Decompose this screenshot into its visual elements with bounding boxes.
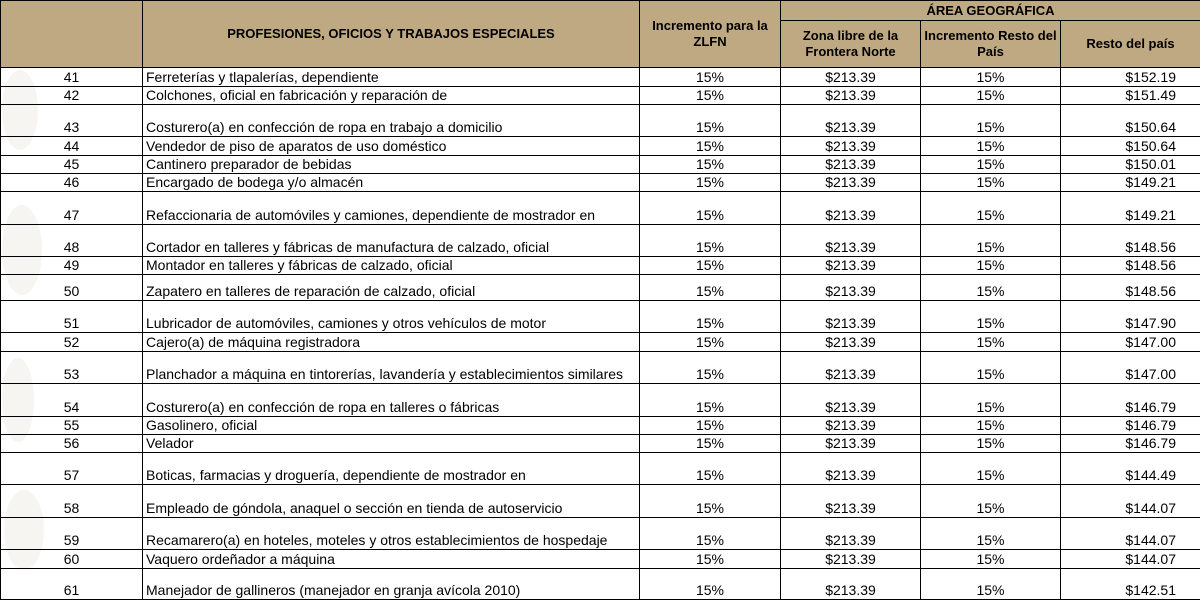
row-resto-pais: $148.56 [1061,225,1200,257]
row-resto-pais: $146.79 [1061,384,1200,417]
row-zona-libre: $213.39 [781,105,921,137]
row-incremento-zlfn: 15% [640,384,781,417]
row-number: 50 [1,275,143,301]
row-description: Empleado de góndola, anaquel o sección en tienda de autoservicio [143,485,640,518]
table-row [1,417,1200,435]
row-incremento-resto: 15% [921,87,1061,105]
row-incremento-resto: 15% [921,225,1061,257]
row-incremento-resto: 15% [921,275,1061,301]
row-incremento-resto: 15% [921,569,1061,600]
row-zona-libre: $213.39 [781,174,921,192]
row-number: 51 [1,301,143,333]
row-incremento-resto: 15% [921,137,1061,156]
row-description: Cantinero preparador de bebidas [143,156,640,174]
row-zona-libre: $213.39 [781,192,921,225]
header-area-geografica: ÁREA GEOGRÁFICA [781,1,1200,21]
table-row [1,453,1200,485]
row-zona-libre: $213.39 [781,384,921,417]
row-number: 52 [1,333,143,352]
row-zona-libre: $213.39 [781,518,921,550]
row-incremento-zlfn: 15% [640,174,781,192]
row-number: 59 [1,518,143,550]
row-resto-pais: $144.07 [1061,485,1200,518]
table-row [1,174,1200,192]
row-resto-pais: $149.21 [1061,174,1200,192]
row-zona-libre: $213.39 [781,569,921,600]
table-row [1,225,1200,257]
row-zona-libre: $213.39 [781,225,921,257]
row-description: Gasolinero, oficial [143,417,640,435]
row-incremento-resto: 15% [921,192,1061,225]
row-number: 47 [1,192,143,225]
table-row [1,156,1200,174]
row-number: 48 [1,225,143,257]
row-number: 44 [1,137,143,156]
row-resto-pais: $149.21 [1061,192,1200,225]
row-number: 56 [1,435,143,453]
row-incremento-zlfn: 15% [640,87,781,105]
row-incremento-resto: 15% [921,485,1061,518]
row-incremento-zlfn: 15% [640,68,781,87]
row-number: 58 [1,485,143,518]
row-zona-libre: $213.39 [781,485,921,518]
row-incremento-resto: 15% [921,68,1061,87]
row-number: 61 [1,569,143,600]
table-row [1,333,1200,352]
row-incremento-zlfn: 15% [640,453,781,485]
row-resto-pais: $150.01 [1061,156,1200,174]
row-incremento-resto: 15% [921,333,1061,352]
row-zona-libre: $213.39 [781,275,921,301]
row-zona-libre: $213.39 [781,333,921,352]
row-zona-libre: $213.39 [781,68,921,87]
row-incremento-zlfn: 15% [640,192,781,225]
row-number: 55 [1,417,143,435]
row-number: 43 [1,105,143,137]
row-description: Boticas, farmacias y droguería, dependiente de mostrador en [143,453,640,485]
table-row [1,384,1200,417]
row-incremento-zlfn: 15% [640,301,781,333]
row-description: Refaccionaria de automóviles y camiones, dependiente de mostrador en [143,192,640,225]
header-corner [1,1,143,68]
table-row [1,105,1200,137]
row-incremento-zlfn: 15% [640,225,781,257]
row-zona-libre: $213.39 [781,87,921,105]
table-row [1,550,1200,569]
header-incremento-zlfn: Incremento para la ZLFN [640,1,781,68]
row-zona-libre: $213.39 [781,352,921,384]
row-resto-pais: $150.64 [1061,105,1200,137]
row-resto-pais: $152.19 [1061,68,1200,87]
row-resto-pais: $147.00 [1061,333,1200,352]
row-incremento-zlfn: 15% [640,137,781,156]
row-description: Montador en talleres y fábricas de calzado, oficial [143,257,640,275]
row-number: 54 [1,384,143,417]
row-resto-pais: $142.51 [1061,569,1200,600]
row-description: Zapatero en talleres de reparación de calzado, oficial [143,275,640,301]
row-resto-pais: $146.79 [1061,417,1200,435]
row-description: Planchador a máquina en tintorerías, lavandería y establecimientos similares [143,352,640,384]
row-incremento-resto: 15% [921,417,1061,435]
row-resto-pais: $144.49 [1061,453,1200,485]
header-resto-pais: Resto del país [1061,21,1200,68]
header-zona-libre: Zona libre de la Frontera Norte [781,21,921,68]
row-incremento-resto: 15% [921,352,1061,384]
row-zona-libre: $213.39 [781,257,921,275]
row-description: Lubricador de automóviles, camiones y otros vehículos de motor [143,301,640,333]
row-incremento-zlfn: 15% [640,333,781,352]
row-description: Costurero(a) en confección de ropa en talleres o fábricas [143,384,640,417]
row-incremento-zlfn: 15% [640,257,781,275]
row-description: Cortador en talleres y fábricas de manufactura de calzado, oficial [143,225,640,257]
table-row [1,275,1200,301]
table-row [1,137,1200,156]
row-incremento-zlfn: 15% [640,105,781,137]
table-row [1,569,1200,600]
row-number: 53 [1,352,143,384]
row-incremento-zlfn: 15% [640,352,781,384]
row-description: Velador [143,435,640,453]
row-incremento-zlfn: 15% [640,569,781,600]
row-resto-pais: $144.07 [1061,550,1200,569]
row-zona-libre: $213.39 [781,301,921,333]
row-zona-libre: $213.39 [781,137,921,156]
row-description: Manejador de gallineros (manejador en granja avícola 2010) [143,569,640,600]
row-incremento-resto: 15% [921,301,1061,333]
table-row [1,257,1200,275]
row-description: Ferreterías y tlapalerías, dependiente [143,68,640,87]
row-incremento-resto: 15% [921,550,1061,569]
row-zona-libre: $213.39 [781,435,921,453]
row-resto-pais: $144.07 [1061,518,1200,550]
row-resto-pais: $147.00 [1061,352,1200,384]
table-row [1,435,1200,453]
row-description: Colchones, oficial en fabricación y reparación de [143,87,640,105]
row-number: 57 [1,453,143,485]
row-zona-libre: $213.39 [781,417,921,435]
table-row [1,192,1200,225]
row-resto-pais: $150.64 [1061,137,1200,156]
row-description: Encargado de bodega y/o almacén [143,174,640,192]
row-incremento-zlfn: 15% [640,417,781,435]
table-row [1,352,1200,384]
row-description: Costurero(a) en confección de ropa en trabajo a domicilio [143,105,640,137]
row-incremento-resto: 15% [921,435,1061,453]
row-zona-libre: $213.39 [781,156,921,174]
row-description: Cajero(a) de máquina registradora [143,333,640,352]
row-description: Vendedor de piso de aparatos de uso doméstico [143,137,640,156]
row-number: 60 [1,550,143,569]
table-row [1,485,1200,518]
row-incremento-resto: 15% [921,156,1061,174]
row-incremento-resto: 15% [921,174,1061,192]
row-zona-libre: $213.39 [781,550,921,569]
row-number: 49 [1,257,143,275]
row-number: 42 [1,87,143,105]
row-number: 46 [1,174,143,192]
row-resto-pais: $148.56 [1061,257,1200,275]
row-number: 45 [1,156,143,174]
row-incremento-zlfn: 15% [640,156,781,174]
row-zona-libre: $213.39 [781,453,921,485]
row-incremento-resto: 15% [921,518,1061,550]
row-incremento-zlfn: 15% [640,485,781,518]
row-resto-pais: $146.79 [1061,435,1200,453]
row-incremento-zlfn: 15% [640,435,781,453]
header-incremento-resto: Incremento Resto del País [921,21,1061,68]
row-incremento-zlfn: 15% [640,550,781,569]
table-row [1,87,1200,105]
row-incremento-zlfn: 15% [640,518,781,550]
row-incremento-resto: 15% [921,105,1061,137]
table-row [1,518,1200,550]
row-resto-pais: $148.56 [1061,275,1200,301]
row-description: Recamarero(a) en hoteles, moteles y otros establecimientos de hospedaje [143,518,640,550]
header-profesiones: PROFESIONES, OFICIOS Y TRABAJOS ESPECIALES [143,1,640,68]
row-incremento-zlfn: 15% [640,275,781,301]
table-row [1,68,1200,87]
row-incremento-resto: 15% [921,384,1061,417]
row-resto-pais: $151.49 [1061,87,1200,105]
table-header [1,1,1200,68]
row-resto-pais: $147.90 [1061,301,1200,333]
row-number: 41 [1,68,143,87]
table-row [1,301,1200,333]
row-incremento-resto: 15% [921,257,1061,275]
row-description: Vaquero ordeñador a máquina [143,550,640,569]
row-incremento-resto: 15% [921,453,1061,485]
